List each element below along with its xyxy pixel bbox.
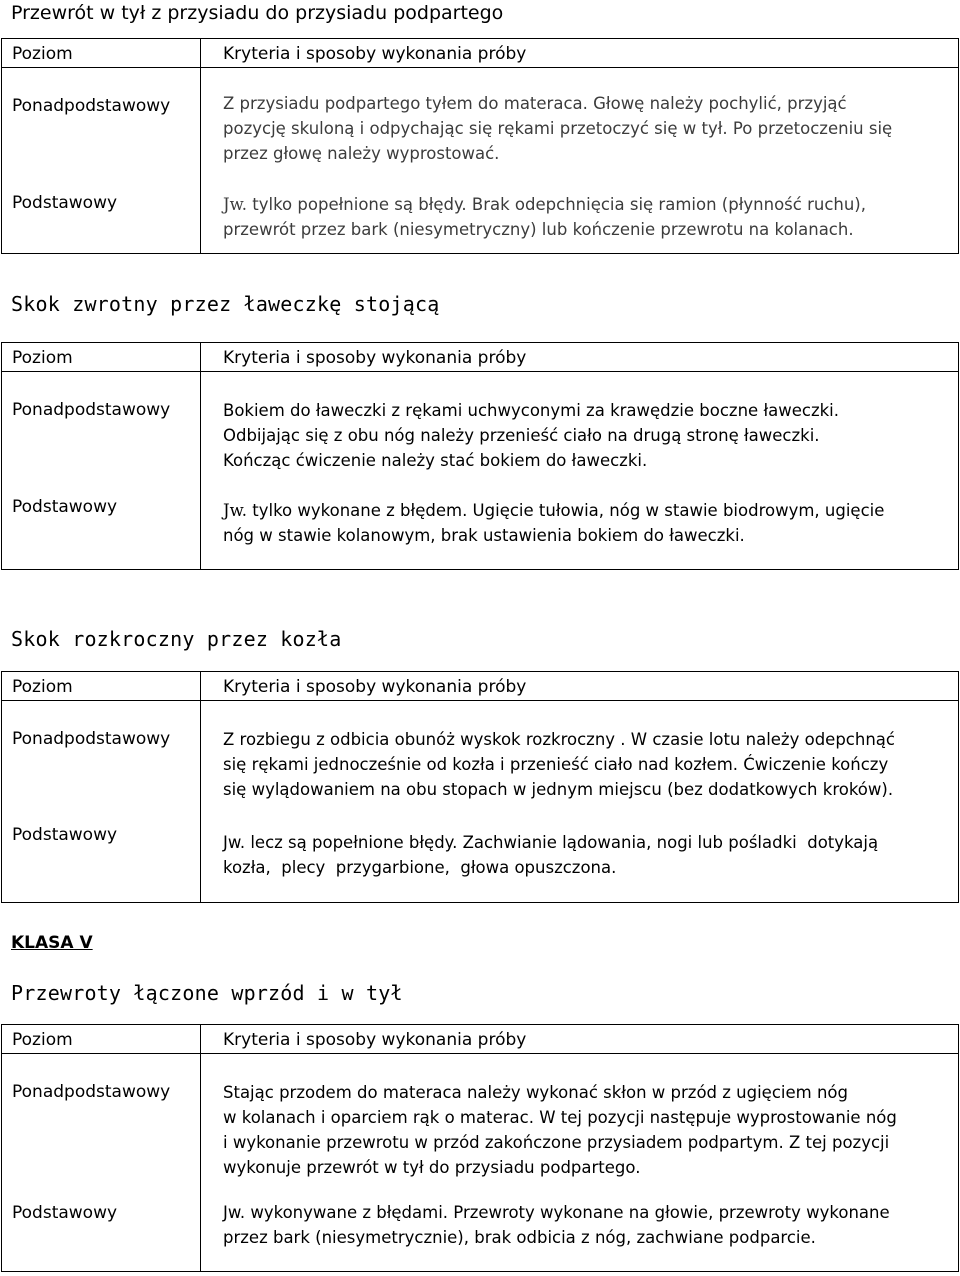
criteria-line: Bokiem do ławeczki z rękami uchwyconymi za krawędzie boczne ławeczki. — [223, 401, 840, 420]
criteria-line: przez bark (niesymetrycznie), brak odbicia z nóg, zachwiane podparcie. — [223, 1228, 816, 1247]
jw-prefix: Jw. — [223, 501, 248, 520]
class-heading: KLASA V — [11, 933, 93, 953]
criteria-line: się wylądowaniem na obu stopach w jednym miejscu (bez dodatkowych kroków). — [223, 780, 894, 799]
criteria-table — [1, 342, 959, 570]
level-basic: Podstawowy — [12, 193, 118, 213]
criteria-line-rest: tylko popełnione są błędy. Brak odepchnięcia się ramion (płynność ruchu), — [247, 195, 866, 214]
level-basic: Podstawowy — [12, 825, 118, 845]
criteria-line — [223, 498, 953, 523]
criteria-line: Z rozbiegu z odbicia obunóż wyskok rozkroczny . W czasie lotu należy odepchnąć — [223, 730, 895, 749]
column-divider — [200, 39, 201, 253]
section-title: Przewroty łączone wprzód i w tył — [11, 981, 403, 1005]
column-divider — [200, 672, 201, 902]
criteria-line: Z przysiadu podpartego tyłem do materaca. Głowę należy pochylić, przyjąć — [223, 94, 847, 113]
header-level: Poziom — [12, 1030, 73, 1050]
header-criteria: Kryteria i sposoby wykonania próby — [223, 677, 527, 697]
criteria-basic — [223, 498, 953, 548]
level-advanced: Ponadpodstawowy — [12, 1082, 171, 1102]
level-basic: Podstawowy — [12, 497, 118, 517]
level-advanced: Ponadpodstawowy — [12, 96, 171, 116]
criteria-line: Stając przodem do materaca należy wykonać skłon w przód z ugięciem nóg — [223, 1083, 848, 1102]
criteria-table — [1, 1024, 959, 1272]
header-criteria: Kryteria i sposoby wykonania próby — [223, 348, 527, 368]
section-title: Skok zwrotny przez ławeczkę stojącą — [11, 292, 440, 316]
header-criteria: Kryteria i sposoby wykonania próby — [223, 44, 527, 64]
column-divider — [200, 343, 201, 569]
criteria-line: Odbijając się z obu nóg należy przenieść ciało na drugą stronę ławeczki. — [223, 426, 820, 445]
header-level: Poziom — [12, 677, 73, 697]
criteria-line: nóg w stawie kolanowym, brak ustawienia bokiem do ławeczki. — [223, 526, 745, 545]
criteria-advanced — [223, 1080, 953, 1180]
criteria-advanced — [223, 91, 953, 166]
criteria-advanced — [223, 727, 953, 802]
criteria-line: Jw. wykonywane z błędami. Przewroty wykonane na głowie, przewroty wykonane — [223, 1203, 890, 1222]
criteria-basic — [223, 1200, 953, 1250]
level-basic: Podstawowy — [12, 1203, 118, 1223]
criteria-line: się rękami jednocześnie od kozła i przenieść ciało nad kozłem. Ćwiczenie kończy — [223, 755, 889, 774]
column-divider — [200, 1025, 201, 1271]
criteria-table — [1, 38, 959, 254]
criteria-line — [223, 192, 953, 217]
criteria-line: pozycję skuloną i odpychając się rękami przetoczyć się w tył. Po przetoczeniu się — [223, 119, 893, 138]
level-advanced: Ponadpodstawowy — [12, 400, 171, 420]
criteria-basic — [223, 192, 953, 242]
header-criteria: Kryteria i sposoby wykonania próby — [223, 1030, 527, 1050]
jw-prefix: Jw. — [223, 195, 248, 214]
criteria-line: w kolanach i oparciem rąk o materac. W tej pozycji następuje wyprostowanie nóg — [223, 1108, 897, 1127]
criteria-line: kozła, plecy przygarbione, głowa opuszczona. — [223, 858, 617, 877]
criteria-basic — [223, 830, 953, 880]
criteria-line: Kończąc ćwiczenie należy stać bokiem do ławeczki. — [223, 451, 648, 470]
level-advanced: Ponadpodstawowy — [12, 729, 171, 749]
criteria-line-rest: tylko wykonane z błędem. Ugięcie tułowia, nóg w stawie biodrowym, ugięcie — [247, 501, 885, 520]
header-level: Poziom — [12, 348, 73, 368]
section-title: Skok rozkroczny przez kozła — [11, 627, 342, 651]
criteria-table — [1, 671, 959, 903]
criteria-line: i wykonanie przewrotu w przód zakończone przysiadem podpartym. Z tej pozycji — [223, 1133, 890, 1152]
criteria-line: przewrót przez bark (niesymetryczny) lub kończenie przewrotu na kolanach. — [223, 220, 854, 239]
criteria-line: przez głowę należy wyprostować. — [223, 144, 500, 163]
criteria-line: wykonuje przewrót w tył do przysiadu podpartego. — [223, 1158, 641, 1177]
section-title: Przewrót w tył z przysiadu do przysiadu podpartego — [11, 2, 504, 24]
criteria-line: Jw. lecz są popełnione błędy. Zachwianie lądowania, nogi lub pośladki dotykają — [223, 833, 879, 852]
criteria-advanced — [223, 398, 953, 473]
header-level: Poziom — [12, 44, 73, 64]
